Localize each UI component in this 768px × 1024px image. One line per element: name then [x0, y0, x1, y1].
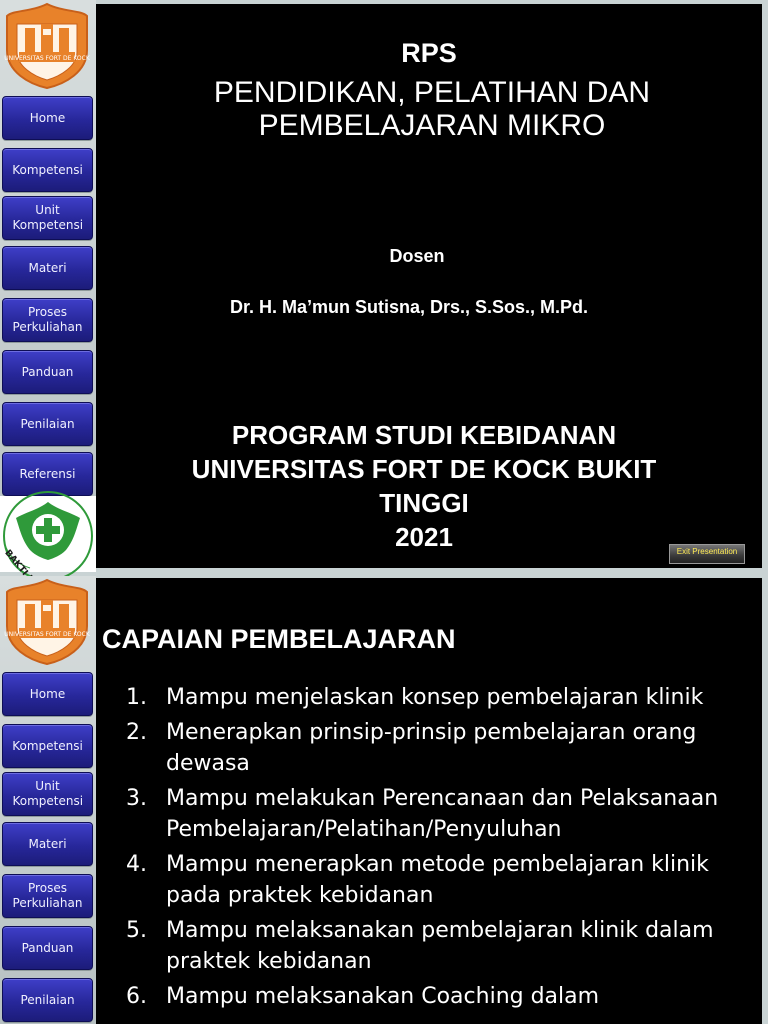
capaian-list [96, 682, 762, 1016]
list-item-number: 1. [126, 685, 147, 710]
list-item-text: Mampu melaksanakan pembelajaran klinik dalam praktek kebidanan [166, 918, 714, 974]
list-item-number: 3. [126, 786, 147, 811]
dosen-label: Dosen [389, 246, 445, 266]
capaian-heading: CAPAIAN PEMBELAJARAN [102, 624, 456, 654]
program-line-3: TINGGI [379, 488, 469, 518]
list-item-number: 6. [126, 984, 147, 1009]
logo-banner-text: UNIVERSITAS FORT DE KOCK [4, 55, 90, 62]
list-item [96, 915, 762, 977]
nav-panduan-button[interactable]: Panduan [2, 926, 93, 970]
nav-home-button[interactable]: Home [2, 96, 93, 140]
nav-proses-perkuliahan-button[interactable]: Proses Perkuliahan [2, 298, 93, 342]
nav-materi-button[interactable]: Materi [2, 822, 93, 866]
university-logo-icon [3, 2, 91, 90]
list-item-text: Menerapkan prinsip-prinsip pembelajaran orang dewasa [166, 720, 697, 776]
nav-unit-kompetensi-button[interactable]: Unit Kompetensi [2, 772, 93, 816]
program-line-1: PROGRAM STUDI KEBIDANAN [231, 420, 617, 450]
sidebar [0, 0, 96, 572]
bakti-husada-seal [0, 496, 96, 572]
nav-unit-kompetensi-button[interactable]: Unit Kompetensi [2, 196, 93, 240]
program-block [126, 418, 722, 554]
list-item-text: Mampu menjelaskan konsep pembelajaran klinik [166, 685, 704, 710]
list-item-text: Mampu melakukan Perencanaan dan Pelaksanaan Pembelajaran/Pelatihan/Penyuluhan [166, 786, 719, 842]
exit-presentation-button[interactable]: Exit Presentation [669, 544, 745, 564]
nav-referensi-button[interactable]: Referensi [2, 452, 93, 496]
nav-home-button[interactable]: Home [2, 672, 93, 716]
list-item-text: Mampu melaksanakan Coaching dalam [166, 984, 600, 1009]
nav-materi-button[interactable]: Materi [2, 246, 93, 290]
list-item-number: 5. [126, 918, 147, 943]
nav-penilaian-button[interactable]: Penilaian [2, 402, 93, 446]
logo-banner-text: UNIVERSITAS FORT DE KOCK [4, 631, 90, 638]
list-item [96, 981, 762, 1012]
nav-panduan-button[interactable]: Panduan [2, 350, 93, 394]
dosen-name: Dr. H. Ma’mun Sutisna, Drs., S.Sos., M.Pd. [229, 297, 589, 317]
list-item [96, 783, 762, 845]
slide-content [96, 578, 762, 1024]
list-item [96, 682, 762, 713]
sidebar [0, 576, 96, 1024]
subtitle-line-1: PENDIDIKAN, PELATIHAN DAN [213, 76, 651, 109]
program-line-4: 2021 [395, 522, 453, 552]
nav-kompetensi-button[interactable]: Kompetensi [2, 724, 93, 768]
list-item [96, 717, 762, 779]
slide-capaian [0, 576, 768, 1024]
subtitle-line-2: PEMBELAJARAN MIKRO [258, 109, 606, 142]
list-item-text: Mampu menerapkan metode pembelajaran klinik pada praktek kebidanan [166, 852, 709, 908]
list-item-number: 4. [126, 852, 147, 877]
list-item [96, 849, 762, 911]
slide-subtitle [114, 76, 750, 142]
university-logo-icon [3, 578, 91, 666]
nav-kompetensi-button[interactable]: Kompetensi [2, 148, 93, 192]
bakti-husada-seal-icon [0, 496, 96, 572]
slide-title-rps: RPS [401, 38, 457, 68]
slide-content [96, 4, 762, 568]
nav-proses-perkuliahan-button[interactable]: Proses Perkuliahan [2, 874, 93, 918]
list-item-number: 2. [126, 720, 147, 745]
program-line-2: UNIVERSITAS FORT DE KOCK BUKIT [191, 454, 657, 484]
nav-penilaian-button[interactable]: Penilaian [2, 978, 93, 1022]
